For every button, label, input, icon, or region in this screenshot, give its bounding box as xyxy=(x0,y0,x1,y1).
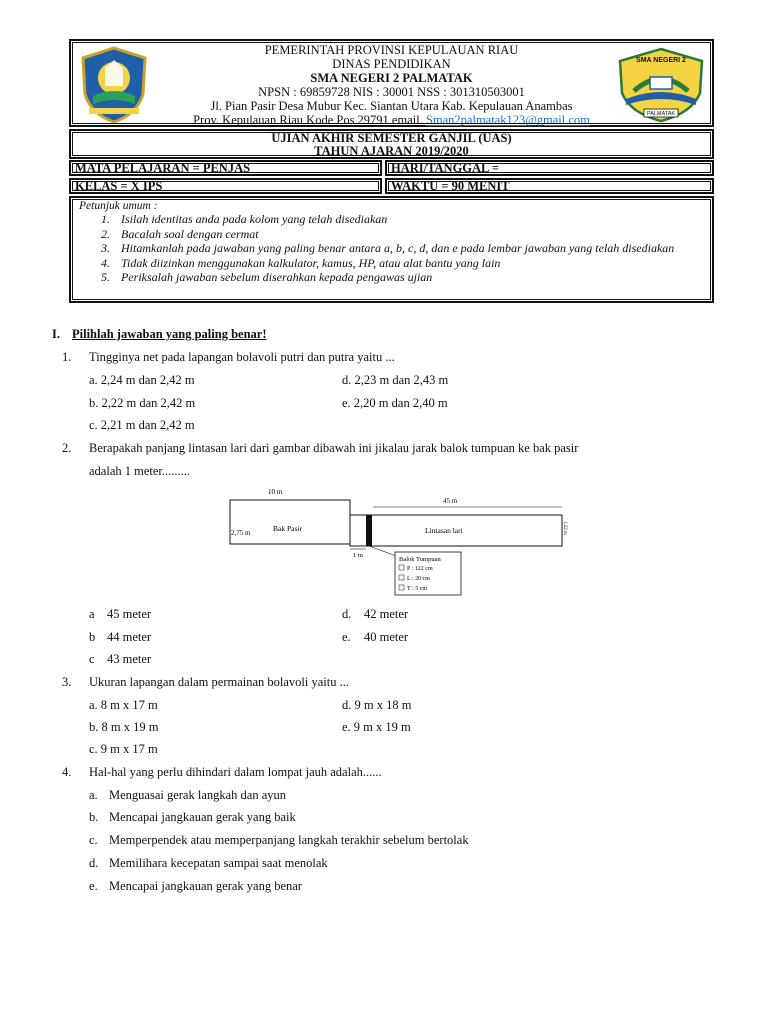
question-number: 2. xyxy=(62,441,72,455)
school-logo-top-text: SMA NEGERI 2 xyxy=(636,57,686,64)
day-date-cell: HARI/TANGGAL = xyxy=(385,160,714,176)
option-letter[interactable]: e. xyxy=(342,630,351,644)
option-letter[interactable]: a xyxy=(89,607,95,621)
instruction-item: 1. Isilah identitas anda pada kolom yang telah disediakan xyxy=(101,212,388,226)
question-text: Tingginya net pada lapangan bolavoli putri dan putra yaitu ... xyxy=(89,350,395,364)
option[interactable]: c. 2,21 m dan 2,42 m xyxy=(89,418,195,432)
width-label: 2,75 m xyxy=(231,529,251,537)
school-address-2: Prov. Kepulauan Riau Kode Pos 29791 email. Sman2palmatak123@gmail.com xyxy=(193,113,590,127)
department-name: DINAS PENDIDIKAN xyxy=(332,57,451,71)
option-letter[interactable]: a. xyxy=(89,788,98,802)
option-letter[interactable]: d. xyxy=(342,607,352,621)
school-ids: NPSN : 69859728 NIS : 30001 NSS : 301310503001 xyxy=(258,85,525,99)
option[interactable]: 43 meter xyxy=(107,652,152,666)
sandpit-label: Bak Pasir xyxy=(273,524,302,533)
instructions-heading: Petunjuk umum : xyxy=(79,200,158,212)
question-number: 3. xyxy=(62,675,72,689)
gap-label: 1 m xyxy=(353,552,363,559)
subject-cell: MATA PELAJARAN = PENJAS xyxy=(69,160,382,176)
board-spec-item: P : 122 cm xyxy=(407,566,433,572)
board-spec-item: T : 5 cm xyxy=(407,586,428,592)
option[interactable]: b. 8 m x 19 m xyxy=(89,720,159,734)
option[interactable]: 44 meter xyxy=(107,630,152,644)
option-letter[interactable]: d. xyxy=(89,856,99,870)
question-text: Berapakah panjang lintasan lari dari gambar dibawah ini jikalau jarak balok tumpuan ke bak pasir xyxy=(89,441,579,455)
option[interactable]: Menguasai gerak langkah dan ayun xyxy=(109,788,287,802)
section-number: I. xyxy=(52,327,60,341)
section-title: Pilihlah jawaban yang paling benar! xyxy=(72,327,267,341)
option[interactable]: c. 9 m x 17 m xyxy=(89,742,158,756)
option-letter[interactable]: c. xyxy=(89,833,98,847)
long-jump-diagram xyxy=(225,485,575,600)
instruction-item: 2. Bacalah soal dengan cermat xyxy=(101,226,259,241)
option[interactable]: Mencapai jangkauan gerak yang baik xyxy=(109,810,296,824)
option[interactable]: a. 8 m x 17 m xyxy=(89,698,158,712)
exam-year: TAHUN AJARAN 2019/2020 xyxy=(314,144,469,158)
class-cell: KELAS = X IPS xyxy=(69,178,382,194)
option[interactable]: Memilihara kecepatan sampai saat menolak xyxy=(109,856,328,870)
option[interactable]: e. 2,20 m dan 2,40 m xyxy=(342,396,448,410)
option[interactable]: a. 2,24 m dan 2,42 m xyxy=(89,373,195,387)
question-text: Ukuran lapangan dalam permainan bolavoli yaitu ... xyxy=(89,675,349,689)
option-letter[interactable]: b. xyxy=(89,810,99,824)
board-spec-item: L : 20 cm xyxy=(407,576,430,582)
question-text-cont: adalah 1 meter......... xyxy=(89,464,191,478)
option[interactable]: 42 meter xyxy=(364,607,409,621)
track-label: Lintasan lari xyxy=(425,526,463,535)
school-address: Jl. Pian Pasir Desa Mubur Kec. Siantan Utara Kab. Kepulauan Anambas xyxy=(210,99,573,113)
track-width-label: 1,22 m xyxy=(562,521,567,535)
option[interactable]: 40 meter xyxy=(364,630,409,644)
email-link[interactable]: Sman2palmatak123@gmail.com xyxy=(425,113,590,127)
time-cell: WAKTU = 90 MENIT xyxy=(385,178,714,194)
school-name: SMA NEGERI 2 PALMATAK xyxy=(310,71,473,85)
option[interactable]: b. 2,22 m dan 2,42 m xyxy=(89,396,196,410)
instruction-item: 5. Periksalah jawaban sebelum diserahkan kepada pengawas ujian xyxy=(101,270,433,284)
option[interactable]: e. 9 m x 19 m xyxy=(342,720,411,734)
option[interactable]: Mencapai jangkauan gerak yang benar xyxy=(109,879,302,893)
sandpit-length-label: 10 m xyxy=(268,488,283,496)
option[interactable]: d. 9 m x 18 m xyxy=(342,698,412,712)
question-number: 1. xyxy=(62,350,72,364)
option[interactable]: Memperpendek atau memperpanjang langkah terakhir sebelum bertolak xyxy=(109,833,469,847)
school-logo-bottom-text: PALMATAK xyxy=(646,111,676,117)
sandpit-rect xyxy=(230,500,350,544)
gov-name: PEMERINTAH PROVINSI KEPULAUAN RIAU xyxy=(264,43,519,57)
instruction-item: 4. Tidak diizinkan menggunakan kalkulator, kamus, HP, atau alat bantu yang lain xyxy=(101,255,501,270)
option-letter[interactable]: c xyxy=(89,652,95,666)
option[interactable]: 45 meter xyxy=(107,607,152,621)
option[interactable]: d. 2,23 m dan 2,43 m xyxy=(342,373,449,387)
track-length-label: 45 m xyxy=(443,497,458,505)
board-spec-title: Balok Tumpuan xyxy=(399,556,441,563)
option-letter[interactable]: b xyxy=(89,630,96,644)
question-number: 4. xyxy=(62,765,72,779)
exam-title: UJIAN AKHIR SEMESTER GANJIL (UAS) xyxy=(271,131,512,145)
instruction-item: 3. Hitamkanlah pada jawaban yang paling benar antara a, b, c, d, dan e pada lembar jawaban yang telah disediakan xyxy=(101,241,675,255)
option-letter[interactable]: e. xyxy=(89,879,98,893)
question-text: Hal-hal yang perlu dihindari dalam lompat jauh adalah...... xyxy=(89,765,382,779)
